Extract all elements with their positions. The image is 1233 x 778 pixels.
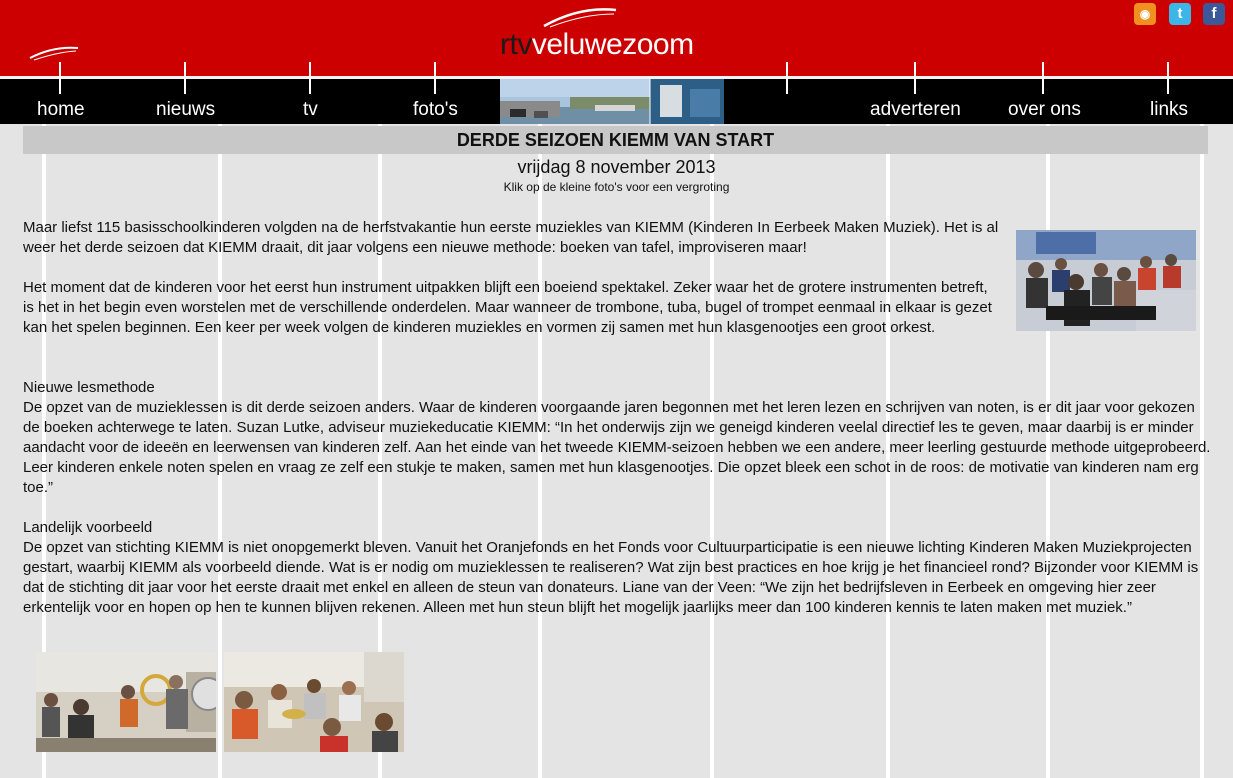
- subheading-lesmethode: Nieuwe lesmethode: [23, 379, 155, 396]
- nav-home[interactable]: home: [37, 99, 85, 120]
- swoosh-logo-icon: [540, 4, 620, 28]
- photo-hint: Klik op de kleine foto's voor een vergroting: [503, 180, 730, 194]
- nav-fotos[interactable]: foto's: [413, 99, 458, 120]
- nav-tick: [786, 62, 788, 94]
- nav-links[interactable]: links: [1150, 99, 1189, 120]
- subheading-voorbeeld: Landelijk voorbeeld: [23, 519, 153, 536]
- nav-tick: [434, 62, 436, 94]
- gallery-thumbnail-1[interactable]: [36, 652, 216, 752]
- article-photo-thumbnail[interactable]: [1016, 230, 1196, 331]
- nav-tick: [1167, 62, 1169, 94]
- nav-tick: [914, 62, 916, 94]
- swoosh-left-icon: [28, 42, 80, 62]
- logo-suffix: veluwezoom: [531, 28, 694, 61]
- gallery-thumbnail-2[interactable]: [224, 652, 404, 752]
- article-date: vrijdag 8 november 2013: [517, 157, 716, 177]
- paragraph-2: Het moment dat de kinderen voor het eerst hun instrument uitpakken blijft een boeiend spektakel. Zeker waar het de grotere instrumenten betreft, is het in het begin even worstelen met de verschillende onderdelen. Maar wanneer de trombone, tuba, bugel of trompet eenmaal in elkaar is gezet kan het spelen beginnen. Een keer per week volgen de kinderen muziekles en vormen zij samen met hun klasgenootjes een groot orkest.: [23, 279, 992, 336]
- paragraph-1: Maar liefst 115 basisschoolkinderen volgden na de herfstvakantie hun eerste muziekles van KIEMM (Kinderen In Eerbeek Maken Muziek). Het is al weer het derde seizoen dat KIEMM draait, dit jaar volgens een nieuwe methode: boeken van tafel, improviseren maar!: [23, 219, 999, 256]
- nav-tick: [184, 62, 186, 94]
- paragraph-4: De opzet van stichting KIEMM is niet onopgemerkt bleven. Vanuit het Oranjefonds en het Fonds voor Cultuurparticipatie is een nieuwe lichting Kinderen Maken Muziekprojecten gestart, waarbij KIEMM als voorbeeld diende. Wat is er nodig om muzieklessen te realiseren? Wat zijn best practices en hoe krijg je het financieel rond? Bijzonder voor KIEMM is dat de stichting dit jaar voor het eerste draait met enkel en alleen de steun van donateurs. Liane van der Veen: “We zijn het bedrijfsleven in Eerbeek en omgeving hier zeer erkentelijk voor en hopen op hen te kunnen blijven rekenen. Alleen met hun steun blijft het mogelijk jaarlijks meer dan 100 kinderen kennis te laten maken met muziek.”: [23, 539, 1199, 616]
- twitter-icon[interactable]: t: [1169, 3, 1191, 25]
- site-logo[interactable]: [500, 28, 694, 62]
- nav-adverteren[interactable]: adverteren: [870, 99, 961, 120]
- nav-tv[interactable]: tv: [303, 99, 318, 120]
- nav-tick: [59, 62, 61, 94]
- rss-icon[interactable]: ◉: [1134, 3, 1156, 25]
- article-title: DERDE SEIZOEN KIEMM VAN START: [23, 126, 1208, 154]
- nav-over-ons[interactable]: over ons: [1008, 99, 1081, 120]
- logo-prefix: rtv: [500, 28, 532, 61]
- nav-tick: [1042, 62, 1044, 94]
- facebook-icon[interactable]: f: [1203, 3, 1225, 25]
- nav-tick: [309, 62, 311, 94]
- nav-nieuws[interactable]: nieuws: [156, 99, 216, 120]
- header-photo: [500, 79, 724, 124]
- paragraph-3: De opzet van de muzieklessen is dit derde seizoen anders. Waar de kinderen voorgaande jaren begonnen met het leren lezen en schrijven van noten, is er dit jaar voor gekozen de boeken achterwege te laten. Suzan Lutke, adviseur muziekeducatie KIEMM: “In het onderwijs zijn we geneigd kinderen veelal directief les te geven, maar daarbij is er minder aandacht voor de ideeën en leerwensen van kinderen zelf. Aan het einde van het tweede KIEMM-seizoen hebben we een andere, meer leerling gestuurde methode uitgeprobeerd. Leer kinderen enkele noten spelen en vraag ze zelf een stukje te maken, samen met hun klasgenootjes. Die opzet bleek een schot in de roos: de motivatie van kinderen nam erg toe.”: [23, 399, 1211, 496]
